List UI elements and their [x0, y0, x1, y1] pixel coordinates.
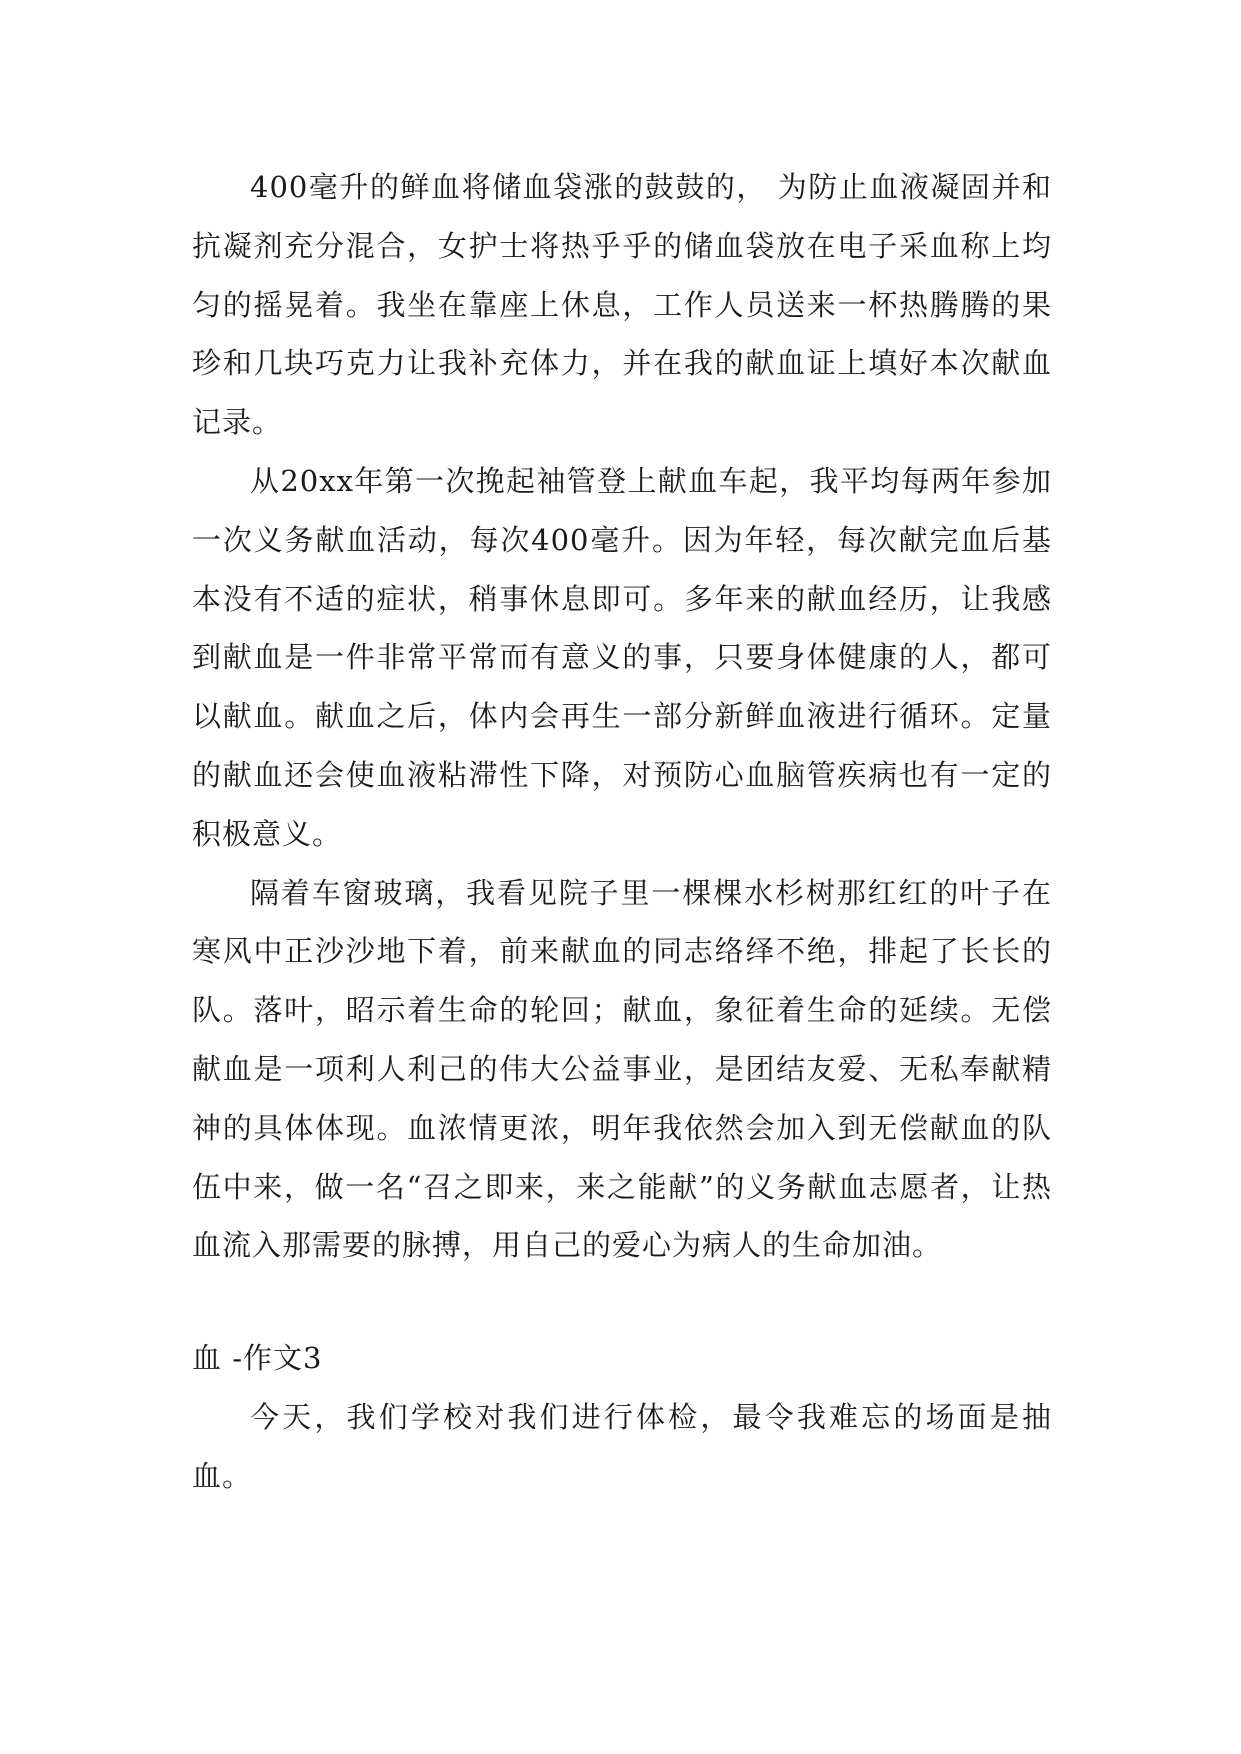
paragraph-physical-exam: 今天，我们学校对我们进行体检，最令我难忘的场面是抽血。	[192, 1399, 1052, 1493]
paragraph-window-view: 隔着车窗玻璃，我看见院子里一棵棵水杉树那红红的叶子在寒风中正沙沙地下着，前来献血的同志络绎不绝，排起了长长的队。落叶，昭示着生命的轮回；献血，象征着生命的延续。无偿献血是一项利人利己的伟大公益事业，是团结友爱、无私奉献精神的具体体现。血浓情更浓，明年我依然会加入到无偿献血的队伍中来，做一名“召之即来，来之能献”的义务献血志愿者，让热血流入那需要的脉搏，用自己的爱心为病人的生命加油。	[192, 875, 1052, 1263]
document-body	[192, 158, 1052, 1506]
paragraph-donation-history: 从20xx年第一次挽起袖管登上献血车起，我平均每两年参加一次义务献血活动，每次400毫升。因为年轻，每次献完血后基本没有不适的症状，稍事休息即可。多年来的献血经历，让我感到献血是一件非常平常而有意义的事，只要身体健康的人，都可以献血。献血之后，体内会再生一部分新鲜血液进行循环。定量的献血还会使血液粘滞性下降，对预防心血脑管疾病也有一定的积极意义。	[192, 463, 1052, 851]
section-title: 血 -作文3	[192, 1341, 323, 1376]
paragraph-blood-bag: 400毫升的鲜血将储血袋涨的鼓鼓的， 为防止血液凝固并和抗凝剂充分混合，女护士将热乎乎的储血袋放在电子采血称上均匀的摇晃着。我坐在靠座上休息，工作人员送来一杯热腾腾的果珍和几块巧克力让我补充体力，并在我的献血证上填好本次献血记录。	[192, 170, 1052, 440]
